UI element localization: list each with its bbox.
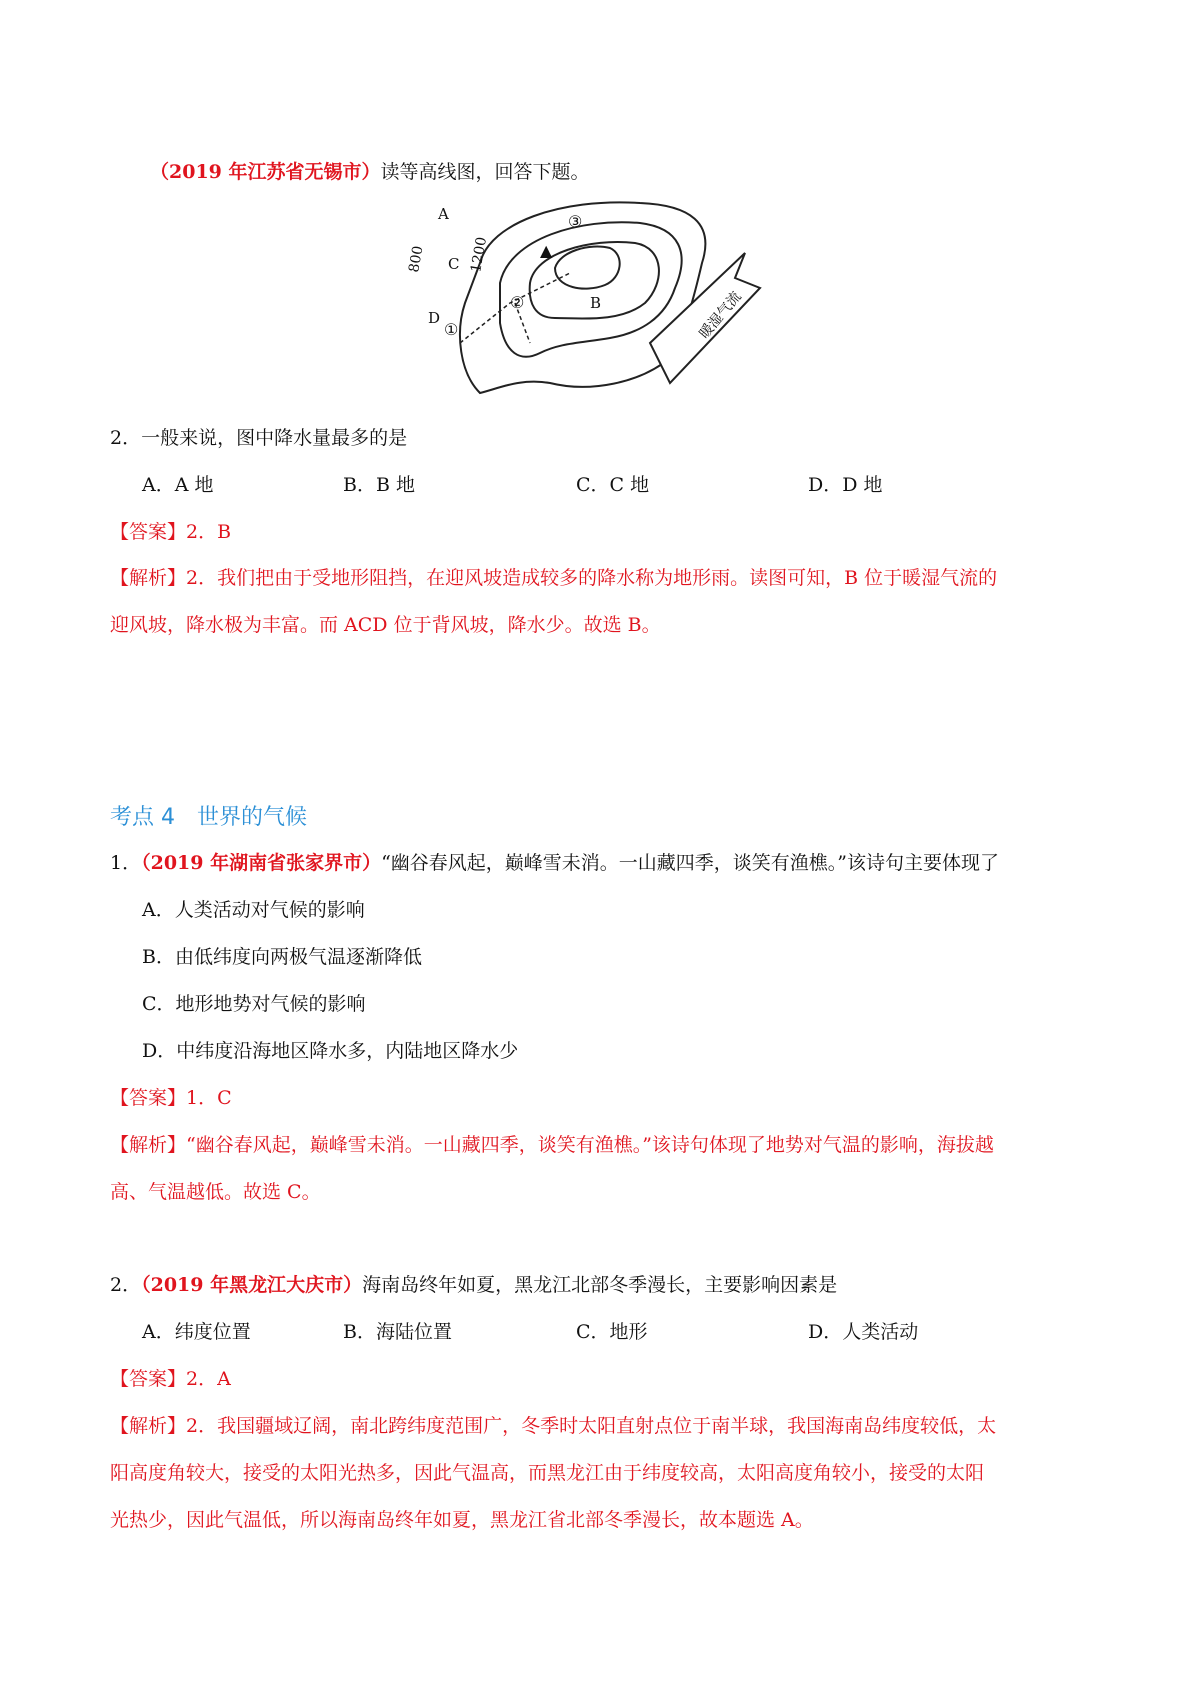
contour-map (406, 193, 770, 403)
q2-climate-analysis-3: 光热少，因此气温低，所以海南岛终年如夏，黑龙江省北部冬季漫长，故本题选 A。 (110, 1509, 814, 1531)
q1-climate-option-a: A．人类活动对气候的影响 (142, 899, 365, 921)
contour-summit (555, 247, 620, 289)
q2-rain-analysis-1: 【解析】2．我们把由于受地形阻挡，在迎风坡造成较多的降水称为地形雨。读图可知，B 位于暖湿气流的 (110, 567, 998, 589)
airflow-arrow (650, 253, 760, 383)
q2-climate-answer: 【答案】2．A (110, 1368, 231, 1390)
q2-climate-option-a: A．纬度位置 (142, 1321, 251, 1343)
q2-climate-stem: 海南岛终年如夏，黑龙江北部冬季漫长，主要影响因素是 (362, 1274, 838, 1296)
q2-rain-option-a: A．A 地 (142, 474, 214, 496)
label-A: A (438, 205, 449, 223)
airflow-label: 暖湿气流 (696, 288, 745, 342)
point-3: ③ (568, 212, 583, 231)
q1-climate-analysis-2: 高、气温越低。故选 C。 (110, 1181, 321, 1203)
q2-climate-analysis-1: 【解析】2．我国疆域辽阔，南北跨纬度范围广，冬季时太阳直射点位于南半球，我国海南岛纬度较低，太 (110, 1415, 997, 1437)
q2-rain-answer: 【答案】2．B (110, 521, 232, 543)
q1-climate-option-b: B．由低纬度向两极气温逐渐降低 (142, 946, 422, 968)
point-1: ① (444, 320, 459, 339)
q2-rain-analysis-2: 迎风坡，降水极为丰富。而 ACD 位于背风坡，降水少。故选 B。 (110, 614, 661, 636)
point-2: ② (510, 293, 525, 312)
q1-climate-stem: “幽谷春风起，巅峰雪未消。一山藏四季，谈笑有渔樵。”该诗句主要体现了 (381, 852, 1000, 874)
wuxi-source: （2019 年江苏省无锡市） (150, 161, 381, 183)
q2-rain-option-d: D．D 地 (808, 474, 883, 496)
q2-climate-option-d: D．人类活动 (808, 1321, 919, 1343)
q1-climate-analysis-1: 【解析】“幽谷春风起，巅峰雪未消。一山藏四季，谈笑有渔樵。”该诗句体现了地势对气温的影响，海拔越 (110, 1134, 994, 1156)
label-D: D (428, 309, 441, 327)
q2-rain-option-c: C．C 地 (576, 474, 650, 496)
wuxi-stem: 读等高线图，回答下题。 (380, 161, 590, 183)
section-title: 考点 4 世界的气候 (110, 805, 307, 830)
label-C: C (448, 255, 460, 273)
q2-climate-analysis-2: 阳高度角较大，接受的太阳光热多，因此气温高，而黑龙江由于纬度较高，太阳高度角较小，接受的太阳 (110, 1462, 985, 1484)
q1-climate-source: （2019 年湖南省张家界市） (141, 852, 382, 874)
wuxi-question-header (150, 160, 590, 184)
q1-climate-num: 1． (110, 852, 142, 874)
label-B: B (590, 294, 602, 312)
q1-climate-option-d: D．中纬度沿海地区降水多，内陆地区降水少 (142, 1040, 519, 1062)
q2-climate-option-b: B．海陆位置 (343, 1321, 452, 1343)
q2-climate-source: （2019 年黑龙江大庆市） (141, 1274, 363, 1296)
q2-climate-num: 2． (110, 1274, 142, 1296)
summit-icon: ▲ (540, 241, 553, 260)
q1-climate-answer: 【答案】1．C (110, 1087, 232, 1109)
q1-climate-option-c: C．地形地势对气候的影响 (142, 993, 366, 1015)
q2-rain-stem: 2．一般来说，图中降水量最多的是 (110, 427, 408, 449)
q2-climate-header (110, 1273, 837, 1297)
label-1200: 1200 (468, 235, 491, 274)
q1-climate-header (110, 851, 999, 875)
label-800: 800 (406, 244, 427, 274)
q2-rain-option-b: B．B 地 (343, 474, 415, 496)
q2-climate-option-c: C．地形 (576, 1321, 648, 1343)
